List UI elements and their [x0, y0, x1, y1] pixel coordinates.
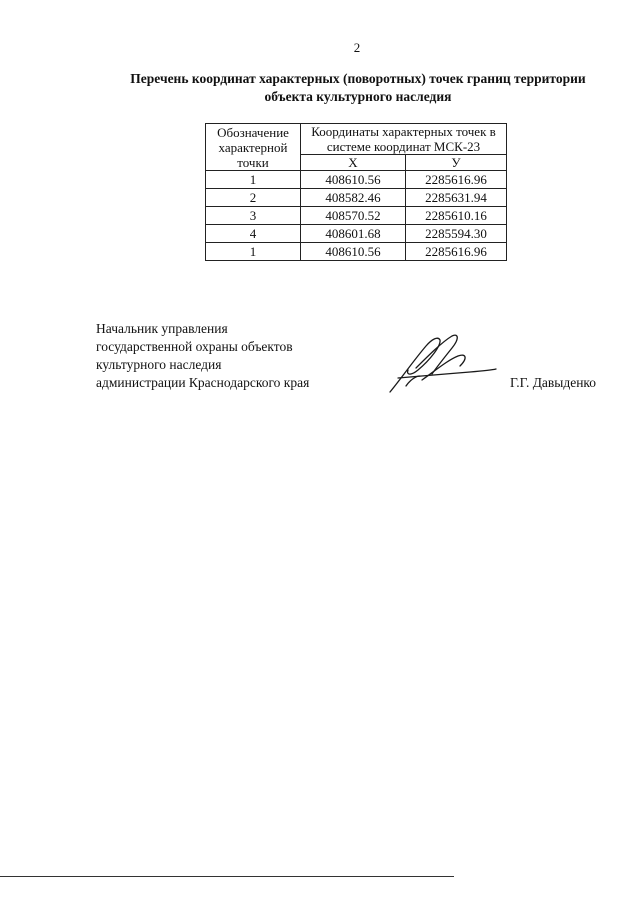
cell-y: 2285594.30: [406, 225, 507, 243]
footer-divider: [0, 876, 454, 877]
cell-point: 4: [206, 225, 301, 243]
document-title: [98, 70, 618, 106]
handwritten-signature: [386, 330, 498, 396]
cell-x: 408582.46: [301, 189, 406, 207]
cell-x: 408610.56: [301, 243, 406, 261]
document-title-line-2: объекта культурного наследия: [264, 89, 452, 104]
signer-position-line-1: Начальник управления: [96, 321, 228, 336]
cell-point: 2: [206, 189, 301, 207]
cell-point: 3: [206, 207, 301, 225]
cell-y: 2285610.16: [406, 207, 507, 225]
header-y: У: [406, 155, 507, 171]
table-row: [206, 243, 507, 261]
signer-position-line-4: администрации Краснодарского края: [96, 375, 310, 390]
coordinates-table: [205, 123, 507, 261]
cell-y: 2285631.94: [406, 189, 507, 207]
header-x: Х: [301, 155, 406, 171]
cell-x: 408610.56: [301, 171, 406, 189]
header-coordinates: Координаты характерных точек в системе координат МСК-23: [301, 124, 507, 155]
document-title-line-1: Перечень координат характерных (поворотных) точек границ территории: [130, 71, 586, 86]
table-row: [206, 207, 507, 225]
page-number: 2: [353, 40, 361, 55]
cell-x: 408601.68: [301, 225, 406, 243]
header-point-designation: Обозначение характерной точки: [206, 124, 301, 171]
signer-name: Г.Г. Давыденко: [510, 375, 597, 390]
table-row: [206, 189, 507, 207]
cell-point: 1: [206, 171, 301, 189]
signer-position: [96, 320, 309, 392]
cell-x: 408570.52: [301, 207, 406, 225]
cell-point: 1: [206, 243, 301, 261]
table-row: [206, 225, 507, 243]
cell-y: 2285616.96: [406, 243, 507, 261]
signer-position-line-2: государственной охраны объектов: [96, 339, 293, 354]
signer-position-line-3: культурного наследия: [96, 357, 222, 372]
table-header-row: [206, 124, 507, 155]
table-row: [206, 171, 507, 189]
cell-y: 2285616.96: [406, 171, 507, 189]
